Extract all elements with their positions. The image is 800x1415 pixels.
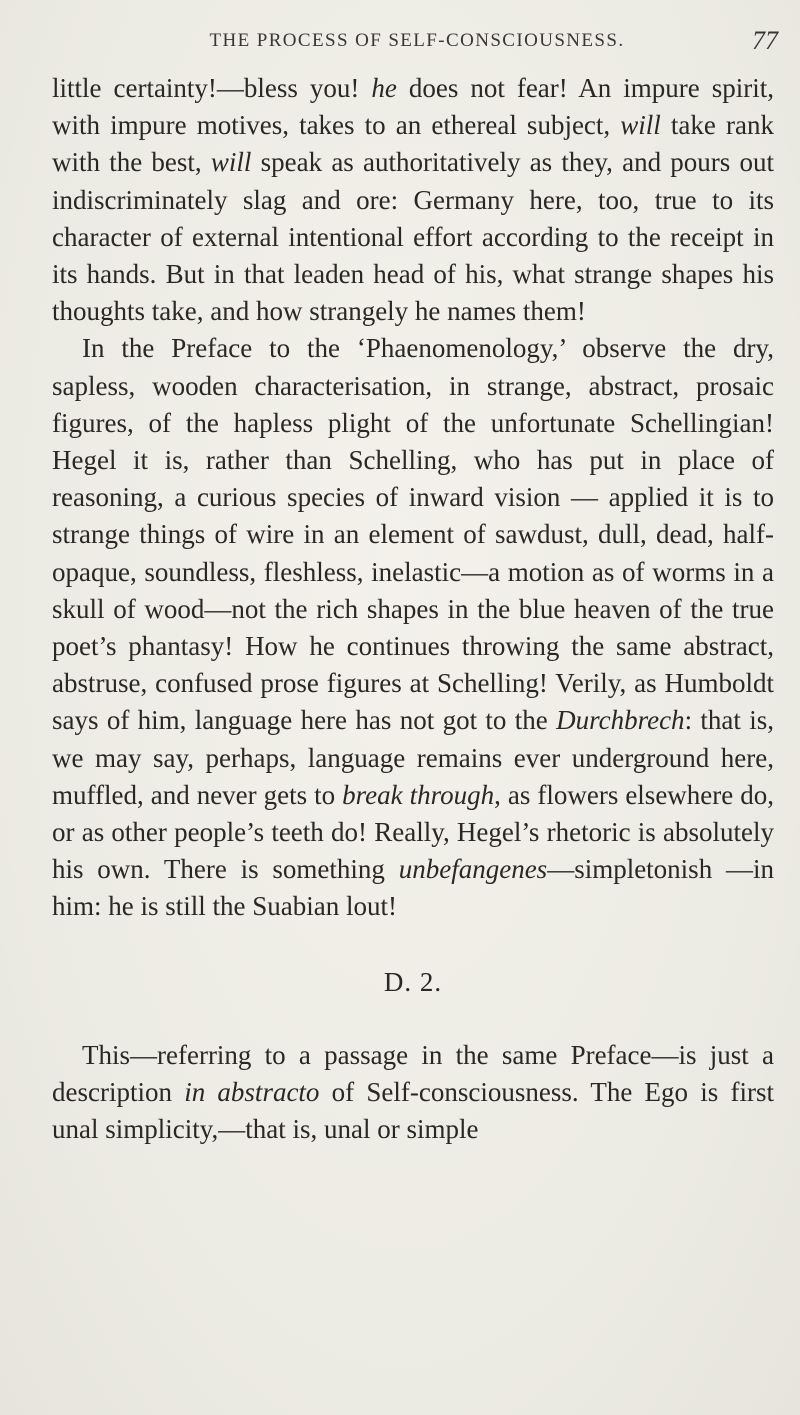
- paragraph-1-text-3: take rank with the best,: [52, 110, 774, 178]
- paragraph-2-text-3: , as flowers elsewhere do, or as other people’s teeth do! Really, Hegel’s rhetoric is absolutely his own. There is something: [52, 779, 774, 885]
- paragraph-1-italic-1: he: [371, 73, 397, 103]
- running-head: [56, 26, 778, 60]
- paragraph-1-text-2: does not fear! An impure spirit, with impure motives, takes to an ethereal subject,: [52, 73, 774, 141]
- running-title: THE PROCESS OF SELF-CONSCIOUSNESS.: [209, 30, 625, 51]
- paragraph-3-text-1: This—referring to a passage in the same Preface—is just a description: [52, 1039, 774, 1108]
- paragraph-2-text-4: —simpletonish —in him: he is still the Suabian lout!: [52, 854, 774, 922]
- paragraph-2: [52, 330, 774, 925]
- paragraph-1-text-4: speak as authoritatively as they, and pours out indiscriminately slag and ore: Germany here, too, true to its character of external intentional effort according to the receipt in its hands. But in that leaden head of his, what strange shapes his thoughts take, and how strangely he names them!: [52, 147, 775, 327]
- paragraph-1-italic-3: will: [210, 147, 252, 178]
- section-heading: D. 2.: [383, 966, 443, 997]
- paragraph-2-text-1: In the Preface to the ‘Phaenomenology,’ observe the dry, sapless, wooden characterisation, in strange, abstract, prosaic figures, of the hapless plight of the unfortunate Schellingian! Hegel it is, rather than Schelling, who has put in place of reasoning, a curious species of inward vision — applied it is to strange things of wire in an element of sawdust, dull, dead, half-opaque, soundless, fleshless, inelastic—a motion as of worms in a skull of wood—not the rich shapes in the blue heaven of the true poet’s phantasy! How he continues throwing the same abstract, abstruse, confused prose figures at Schelling! Verily, as Humboldt says of him, language here has not got to the: [52, 333, 774, 736]
- paragraph-1: [52, 70, 774, 330]
- paragraph-2-italic-1: Durchbrech: [556, 705, 685, 736]
- paragraph-2-text-2: : that is, we may say, perhaps, language remains ever underground here, muffled, and never gets to: [52, 705, 774, 810]
- paragraph-1-text-1: little certainty!—bless you!: [52, 73, 372, 103]
- paragraph-1-italic-2: will: [620, 110, 661, 141]
- paragraph-2-italic-3: unbefangenes: [398, 854, 548, 885]
- paragraph-2-italic-2: break through: [342, 779, 495, 810]
- paragraph-3-text-2: of Self-consciousness. The Ego is first unal simplicity,—that is, unal or simple: [52, 1077, 774, 1145]
- paragraph-3-italic-1: in abstracto: [184, 1077, 320, 1108]
- paragraph-3: [52, 1037, 774, 1149]
- page-number: 77: [752, 26, 778, 55]
- body-text: [52, 70, 774, 1148]
